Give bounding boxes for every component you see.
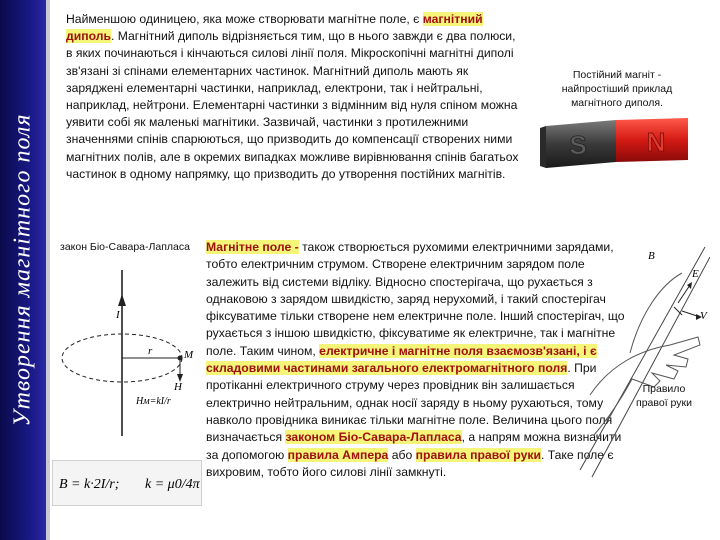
term-biot-savart-law: законом Біо-Савара-Лапласа [285, 430, 462, 445]
paragraph-dipole [66, 11, 521, 183]
para2-text-e: . Таке поле є вихровим, тобто його силові лінії замкнуті. [206, 447, 614, 479]
bsl-caption: закон Біо-Савара-Лапласа [60, 241, 190, 253]
sidebar-divider [46, 0, 50, 540]
label-r: r [148, 345, 153, 357]
para1-text-a: Найменшою одиницею, яка може створювати магнітне поле, є [66, 12, 423, 26]
formula-b: B = k·2I/r; [59, 477, 120, 492]
paragraph-magnetic-field [206, 239, 631, 481]
biot-savart-diagram [56, 240, 198, 440]
pole-s-label: S [569, 130, 587, 160]
pole-n-label: N [646, 127, 666, 157]
label-b: B [648, 250, 655, 262]
term-em-field: електричне і магнітне поля взаємозв'язані, і є складовими частинами загального електромагнітного поля [206, 343, 597, 376]
label-e: E [692, 268, 699, 280]
wire-line-2 [592, 257, 710, 477]
formula-box [52, 460, 202, 506]
label-i: I [116, 309, 120, 321]
label-hm-formula: Hм=kI/r [136, 396, 171, 407]
thumb-outline [630, 273, 682, 353]
label-m: M [184, 349, 194, 361]
term-magnetic-field: Магнітне поле - [206, 240, 299, 254]
para2-text-a: також створюється рухомими електричними зарядами, тобто електричним струмом. Створене електричним зарядом поле залежить від системи відліку. Відносно спостерігача, що рухається з однаковою з зарядом швидкістю, заряд нерухомий, і такий спостерігач фіксуватиме тільки створене нем електричне поле. Інший спостерігач, що рухається з іншою швидкістю, фіксуватиме як електричне, так і магнітне поле. Таким чином, [206, 240, 625, 358]
arrow-b [678, 285, 690, 303]
term-ampere-rule: правила Ампера [287, 447, 389, 462]
sidebar [0, 0, 46, 540]
right-hand-rule-image [570, 245, 710, 485]
label-h: H [174, 381, 182, 393]
current-arrow [118, 294, 126, 306]
term-right-hand-rule: правила правої руки [415, 447, 541, 462]
para2-text-d: або [388, 447, 416, 462]
label-v: V [700, 310, 707, 322]
magnet-caption: Постійний магніт - найпростіший приклад магнітного диполя. [561, 69, 673, 109]
hand-caption: Правило правої руки [636, 383, 692, 409]
formula-k: k = μ0/4π [145, 477, 200, 492]
slide-title: Утворення магнітного поля [9, 113, 36, 427]
para1-text-b: . Магнітний диполь відрізняється тим, що в нього завжди є два полюси, в яких починаються і кінчаються силові лінії поля. Мікроскопічні магнітні диполі зв'язані зі спінами елементарних частинок. Магнітний диполь мають як заряджені елементарні частинки, наприклад, електрони, так і нейтральні, наприклад, нейтрони. Елементарні частинки з відмінним від нуля спіном можна уявити собі як маленькі магнітики. Зазвичай, частинки з протилежними значеннями спінів спарюються, що призводить до компенсації створених ними магнітних полів, але в окремих випадках можливе вирівнювання спінів багатьох частинок в одному напрямку, що призводить до утворення постійних магнітів. [66, 29, 519, 181]
para2-text-b: . При протіканні електричного струму через провідник він залишається електрично нейтральним, однак носії заряду в ньому рухаються, тому навколо провідника виникає тільки магнітне поле. Величина цього поля визначається [206, 361, 613, 445]
para2-text-c: , а напрям можна визначити за допомогою [206, 430, 622, 462]
term-magnetic-dipole: магнітний диполь [66, 12, 483, 44]
bar-magnet-image [538, 118, 693, 170]
